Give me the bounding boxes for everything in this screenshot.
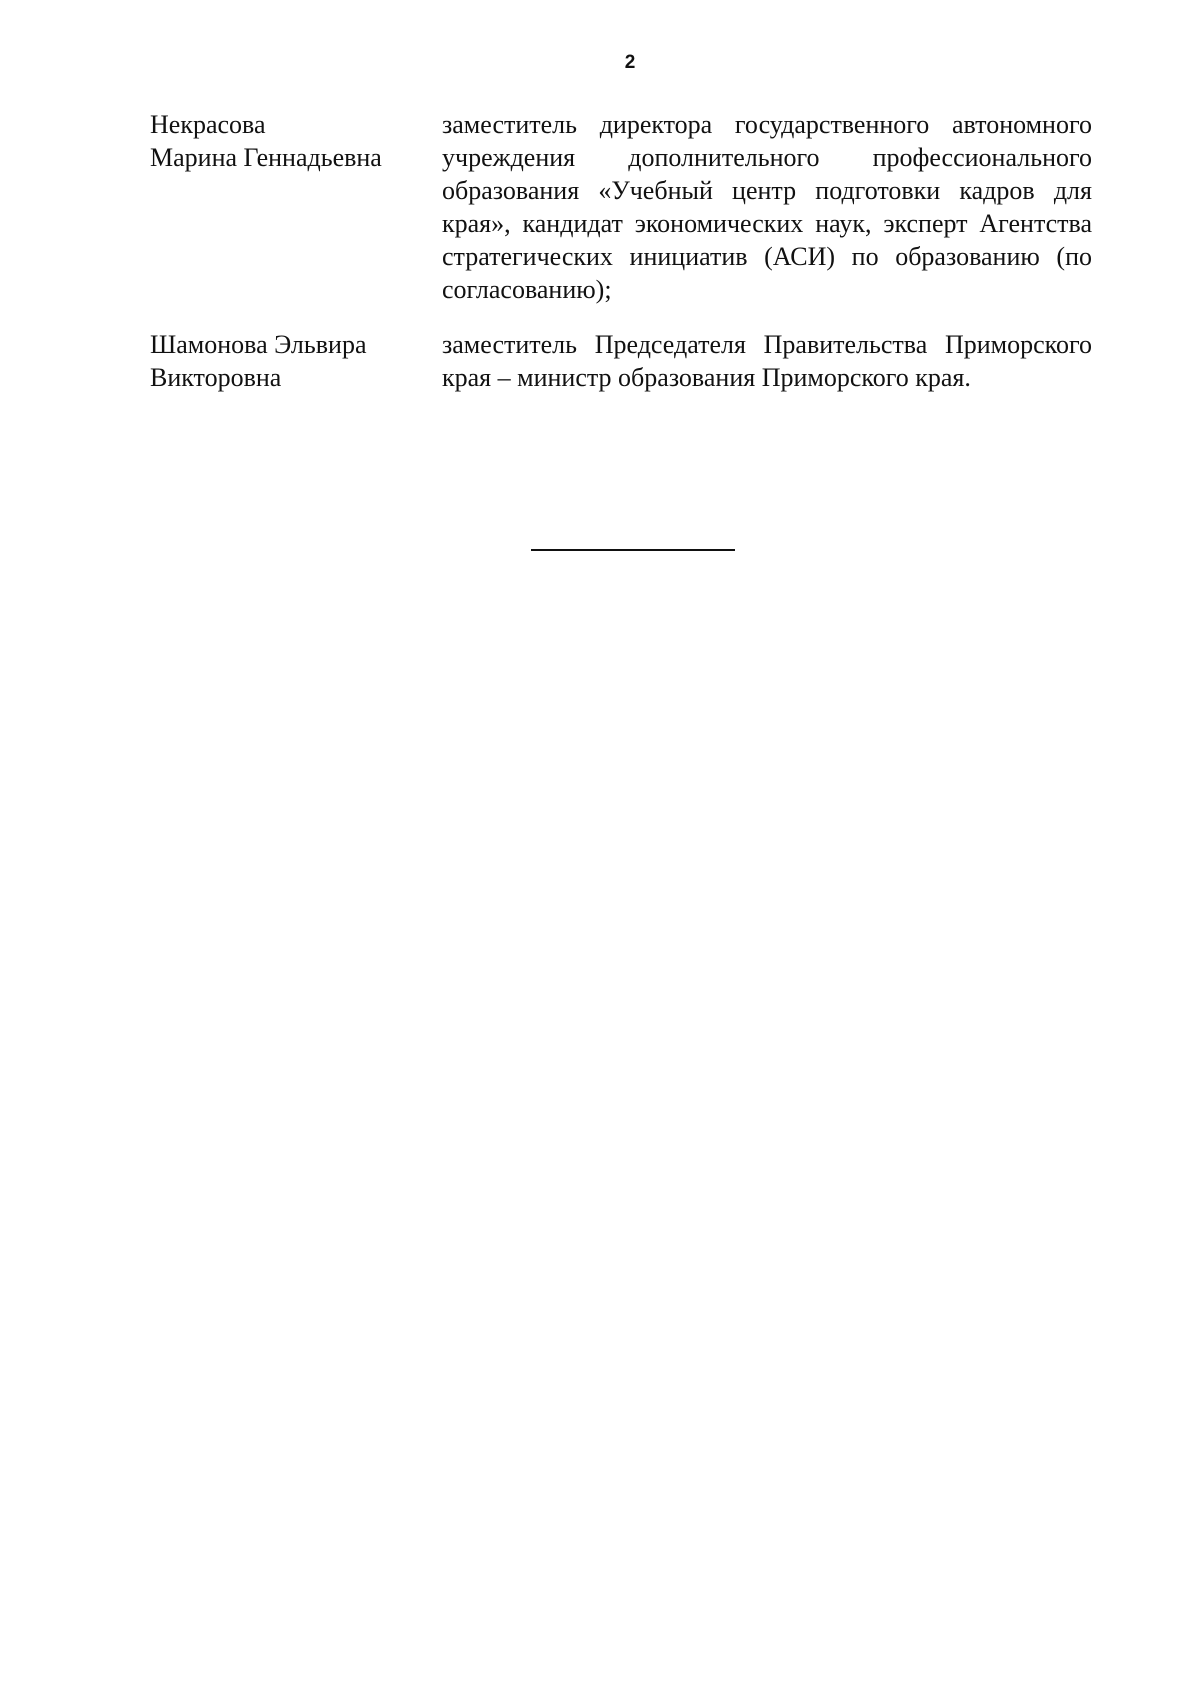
member-entry bbox=[150, 328, 1092, 394]
member-name-line: Марина Геннадьевна bbox=[150, 143, 382, 172]
member-name-line: Викторовна bbox=[150, 363, 282, 392]
member-name bbox=[150, 328, 442, 394]
end-of-list-rule bbox=[531, 549, 735, 551]
member-name bbox=[150, 108, 442, 174]
member-name-line: Шамонова Эльвира bbox=[150, 330, 367, 359]
page-number: 2 bbox=[624, 52, 636, 73]
members-list bbox=[150, 108, 1092, 416]
member-position: заместитель директора государственного автономного учреждения дополнительного профессионального образования «Учебный центр подготовки кадров для края», кандидат экономических наук, эксперт Агентства стратегических инициатив (АСИ) по образованию (по согласованию); bbox=[442, 110, 1092, 304]
member-entry bbox=[150, 108, 1092, 306]
member-name-line: Некрасова bbox=[150, 110, 266, 139]
member-position: заместитель Председателя Правительства Приморского края – министр образования Приморского края. bbox=[442, 330, 1092, 392]
